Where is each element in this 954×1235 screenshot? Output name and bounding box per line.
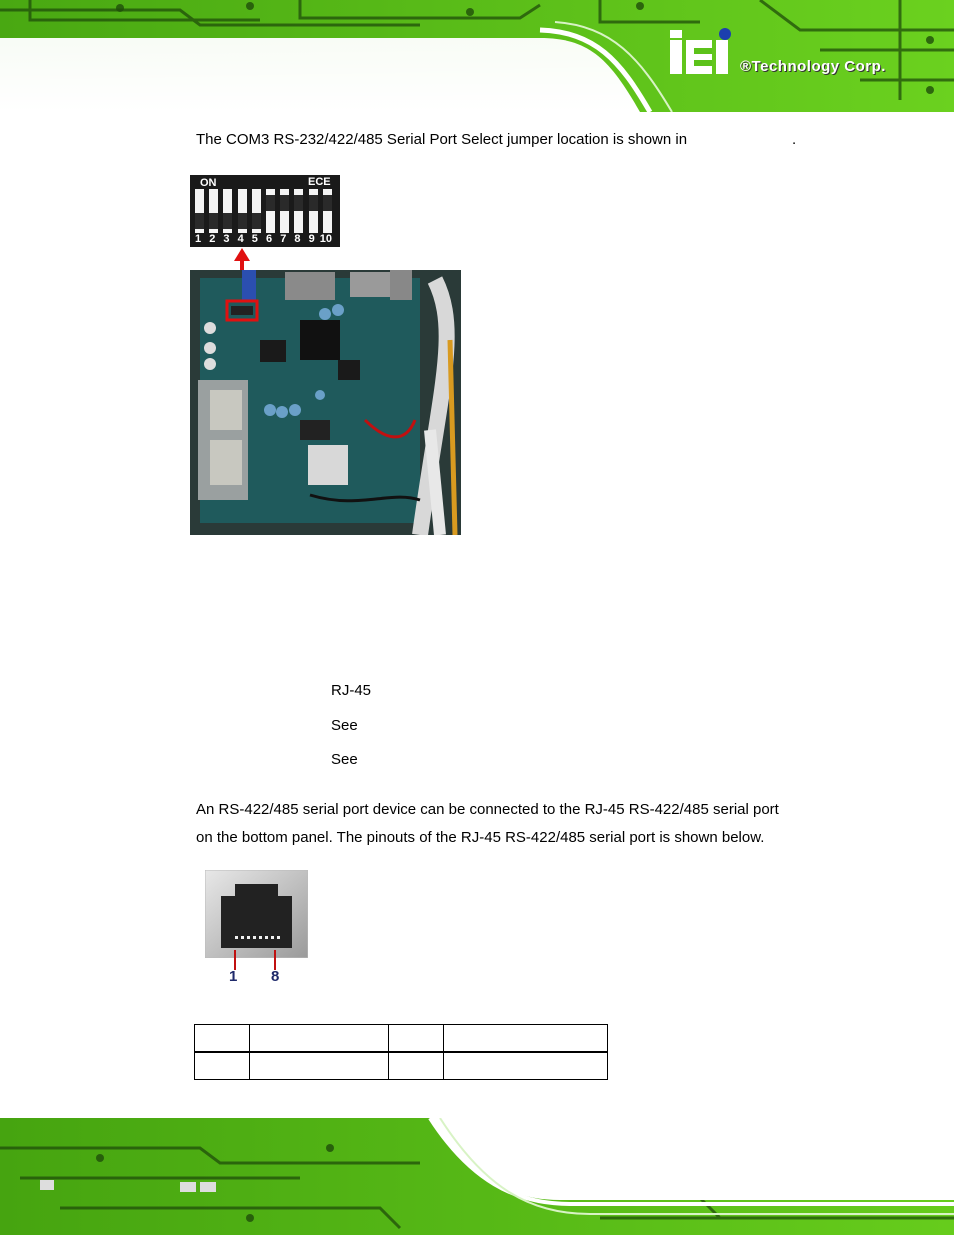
dip-switch-slot (280, 189, 289, 233)
motherboard-photo (190, 270, 461, 535)
company-logo (668, 28, 748, 76)
dip-switch-number: 6 (266, 233, 273, 245)
table-cell (195, 1025, 250, 1053)
dip-switch-knob (280, 195, 289, 211)
paragraph-line-1: An RS-422/485 serial port device can be connected to the RJ-45 RS-422/485 serial port (196, 801, 779, 818)
rj45-pin1-label: 1 (229, 968, 238, 985)
table-cell (389, 1025, 444, 1053)
table-cell (444, 1025, 608, 1053)
dip-switch-number: 2 (209, 233, 216, 245)
dip-switch-slot (223, 189, 232, 233)
dip-switch-number: 4 (237, 233, 244, 245)
dip-switch-number: 10 (319, 233, 333, 245)
dip-slots (195, 189, 337, 233)
dip-switch-slot (309, 189, 318, 233)
connector-pinout-ref: See (331, 717, 358, 734)
table-cell (195, 1052, 250, 1080)
intro-sentence: The COM3 RS-232/422/485 Serial Port Select jumper location is shown in (196, 131, 688, 148)
rj45-pin8-label: 8 (271, 968, 280, 985)
dip-switch-slot (266, 189, 275, 233)
rj45-pin-lines (230, 950, 280, 970)
dip-switch-number: 5 (251, 233, 258, 245)
dip-switch (190, 175, 340, 247)
table-cell (444, 1052, 608, 1080)
table-cell (389, 1052, 444, 1080)
dip-switch-knob (195, 213, 204, 229)
header-banner (0, 0, 954, 112)
company-name: ®Technology Corp. (740, 58, 886, 75)
dip-switch-number: 8 (294, 233, 301, 245)
dip-switch-slot (238, 189, 247, 233)
dip-switch-knob (238, 213, 247, 229)
footer-banner (0, 1118, 954, 1235)
paragraph-line-2: on the bottom panel. The pinouts of the RJ-45 RS-422/485 serial port is shown below. (196, 829, 765, 846)
dip-on-label: ON (200, 177, 217, 189)
dip-switch-slot (323, 189, 332, 233)
dip-switch-number: 1 (195, 233, 202, 245)
dip-switch-knob (309, 195, 318, 211)
dip-switch-knob (223, 213, 232, 229)
dip-switch-number: 7 (280, 233, 287, 245)
pinout-table (194, 1024, 608, 1080)
table-cell (250, 1025, 389, 1053)
dip-switch-knob (323, 195, 332, 211)
dip-switch-knob (266, 195, 275, 211)
connector-type-line: RJ-45 (331, 682, 372, 699)
table-cell (250, 1052, 389, 1080)
dip-switch-slot (294, 189, 303, 233)
table-header-row (195, 1025, 608, 1053)
dip-switch-knob (209, 213, 218, 229)
intro-sentence-end: . (792, 131, 797, 148)
dip-switch-slot (252, 189, 261, 233)
rj45-connector-image (205, 870, 308, 958)
connector-location-ref: See (331, 751, 358, 768)
dip-switch-slot (209, 189, 218, 233)
dip-switch-knob (252, 213, 261, 229)
dip-numbers (193, 233, 339, 246)
table-row (195, 1052, 608, 1080)
dip-switch-slot (195, 189, 204, 233)
dip-switch-number: 3 (223, 233, 230, 245)
dip-brand-label: ECE (308, 176, 331, 188)
dip-switch-knob (294, 195, 303, 211)
dip-switch-number: 9 (308, 233, 315, 245)
